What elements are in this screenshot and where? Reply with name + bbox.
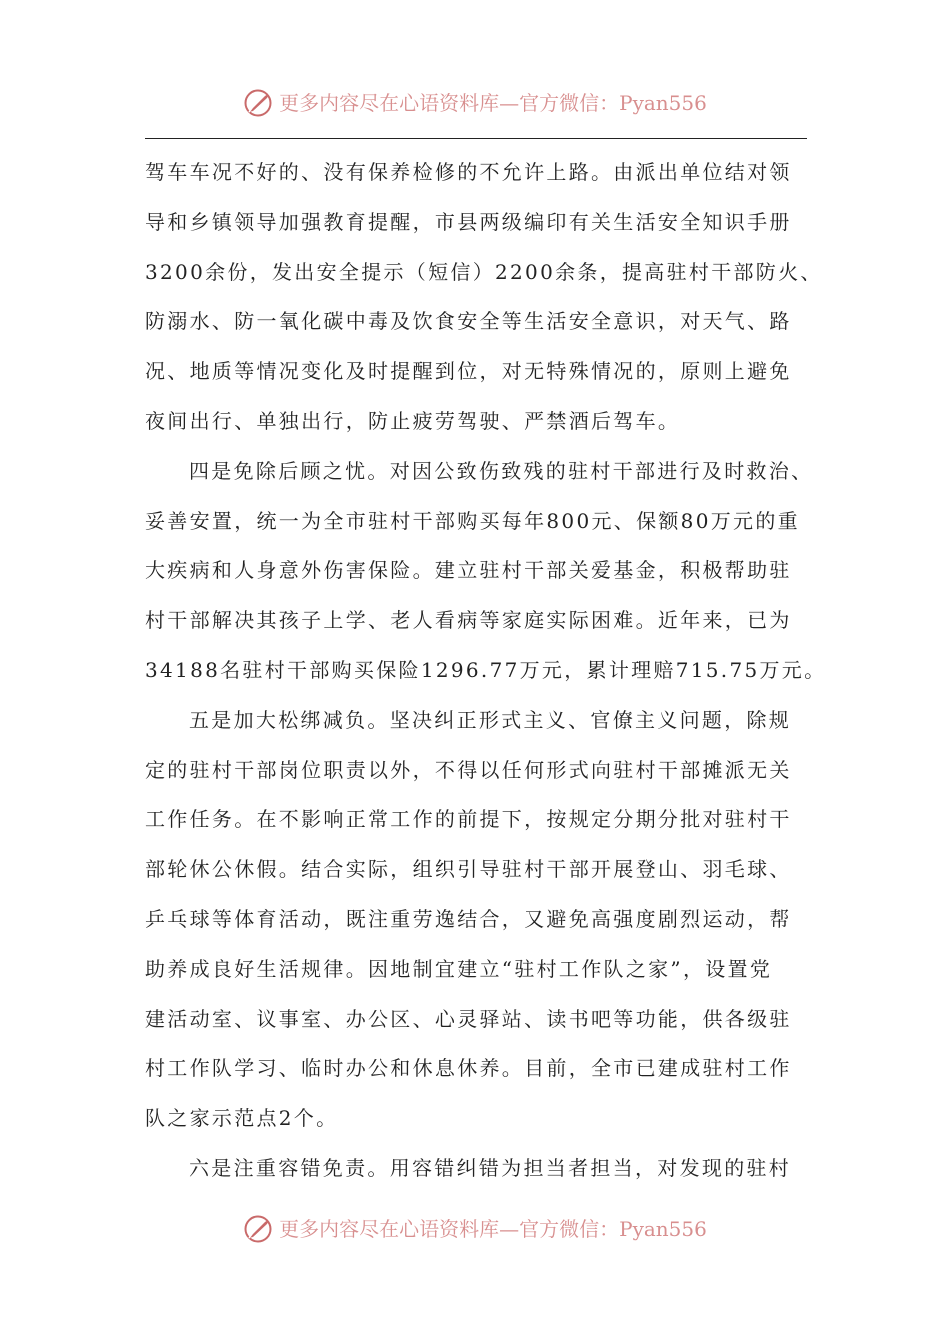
text-line: 工作任务。在不影响正常工作的前提下，按规定分期分批对驻村干	[145, 807, 792, 832]
text-line: 四是免除后顾之忧。对因公致伤致残的驻村干部进行及时救治、	[189, 458, 814, 483]
text-line: 导和乡镇领导加强教育提醒，市县两级编印有关生活安全知识手册	[145, 209, 792, 234]
body-text	[145, 148, 825, 1194]
header-banner-text: 更多内容尽在心语资料库—官方微信：Pyan556	[279, 91, 707, 115]
footer-banner	[0, 1214, 950, 1244]
text-line: 大疾病和人身意外伤害保险。建立驻村干部关爱基金，积极帮助驻	[145, 558, 792, 583]
text-line: 夜间出行、单独出行，防止疲劳驾驶、严禁酒后驾车。	[145, 408, 681, 433]
header-banner	[0, 88, 950, 118]
quill-pen-logo-icon	[243, 88, 273, 118]
text-line: 驾车车况不好的、没有保养检修的不允许上路。由派出单位结对领	[145, 160, 792, 184]
text-line: 村干部解决其孩子上学、老人看病等家庭实际困难。近年来，已为	[145, 608, 792, 633]
text-line: 六是注重容错免责。用容错纠错为担当者担当，对发现的驻村	[189, 1155, 792, 1180]
text-line: 34188名驻村干部购买保险1296.77万元，累计理赔715.75万元。	[145, 657, 827, 682]
text-line: 队之家示范点2个。	[145, 1106, 339, 1131]
text-line: 况、地质等情况变化及时提醒到位，对无特殊情况的，原则上避免	[145, 359, 792, 384]
quill-pen-logo-icon	[243, 1214, 273, 1244]
footer-banner-text: 更多内容尽在心语资料库—官方微信：Pyan556	[279, 1217, 707, 1241]
text-line: 助养成良好生活规律。因地制宜建立“驻村工作队之家”，设置党	[145, 956, 773, 981]
text-line: 建活动室、议事室、办公区、心灵驿站、读书吧等功能，供各级驻	[145, 1006, 792, 1031]
header-divider	[145, 138, 807, 139]
text-line: 部轮休公休假。结合实际，组织引导驻村干部开展登山、羽毛球、	[145, 857, 792, 882]
text-line: 妥善安置，统一为全市驻村干部购买每年800元、保额80万元的重	[145, 508, 800, 533]
text-line: 村工作队学习、临时办公和休息休养。目前，全市已建成驻村工作	[145, 1056, 792, 1081]
text-line: 乒乓球等体育活动，既注重劳逸结合，又避免高强度剧烈运动，帮	[145, 906, 792, 931]
text-line: 定的驻村干部岗位职责以外，不得以任何形式向驻村干部摊派无关	[145, 757, 792, 782]
text-line: 防溺水、防一氧化碳中毒及饮食安全等生活安全意识，对天气、路	[145, 309, 792, 334]
text-line: 3200余份，发出安全提示（短信）2200余条，提高驻村干部防火、	[145, 259, 823, 284]
text-line: 五是加大松绑减负。坚决纠正形式主义、官僚主义问题，除规	[189, 707, 792, 732]
